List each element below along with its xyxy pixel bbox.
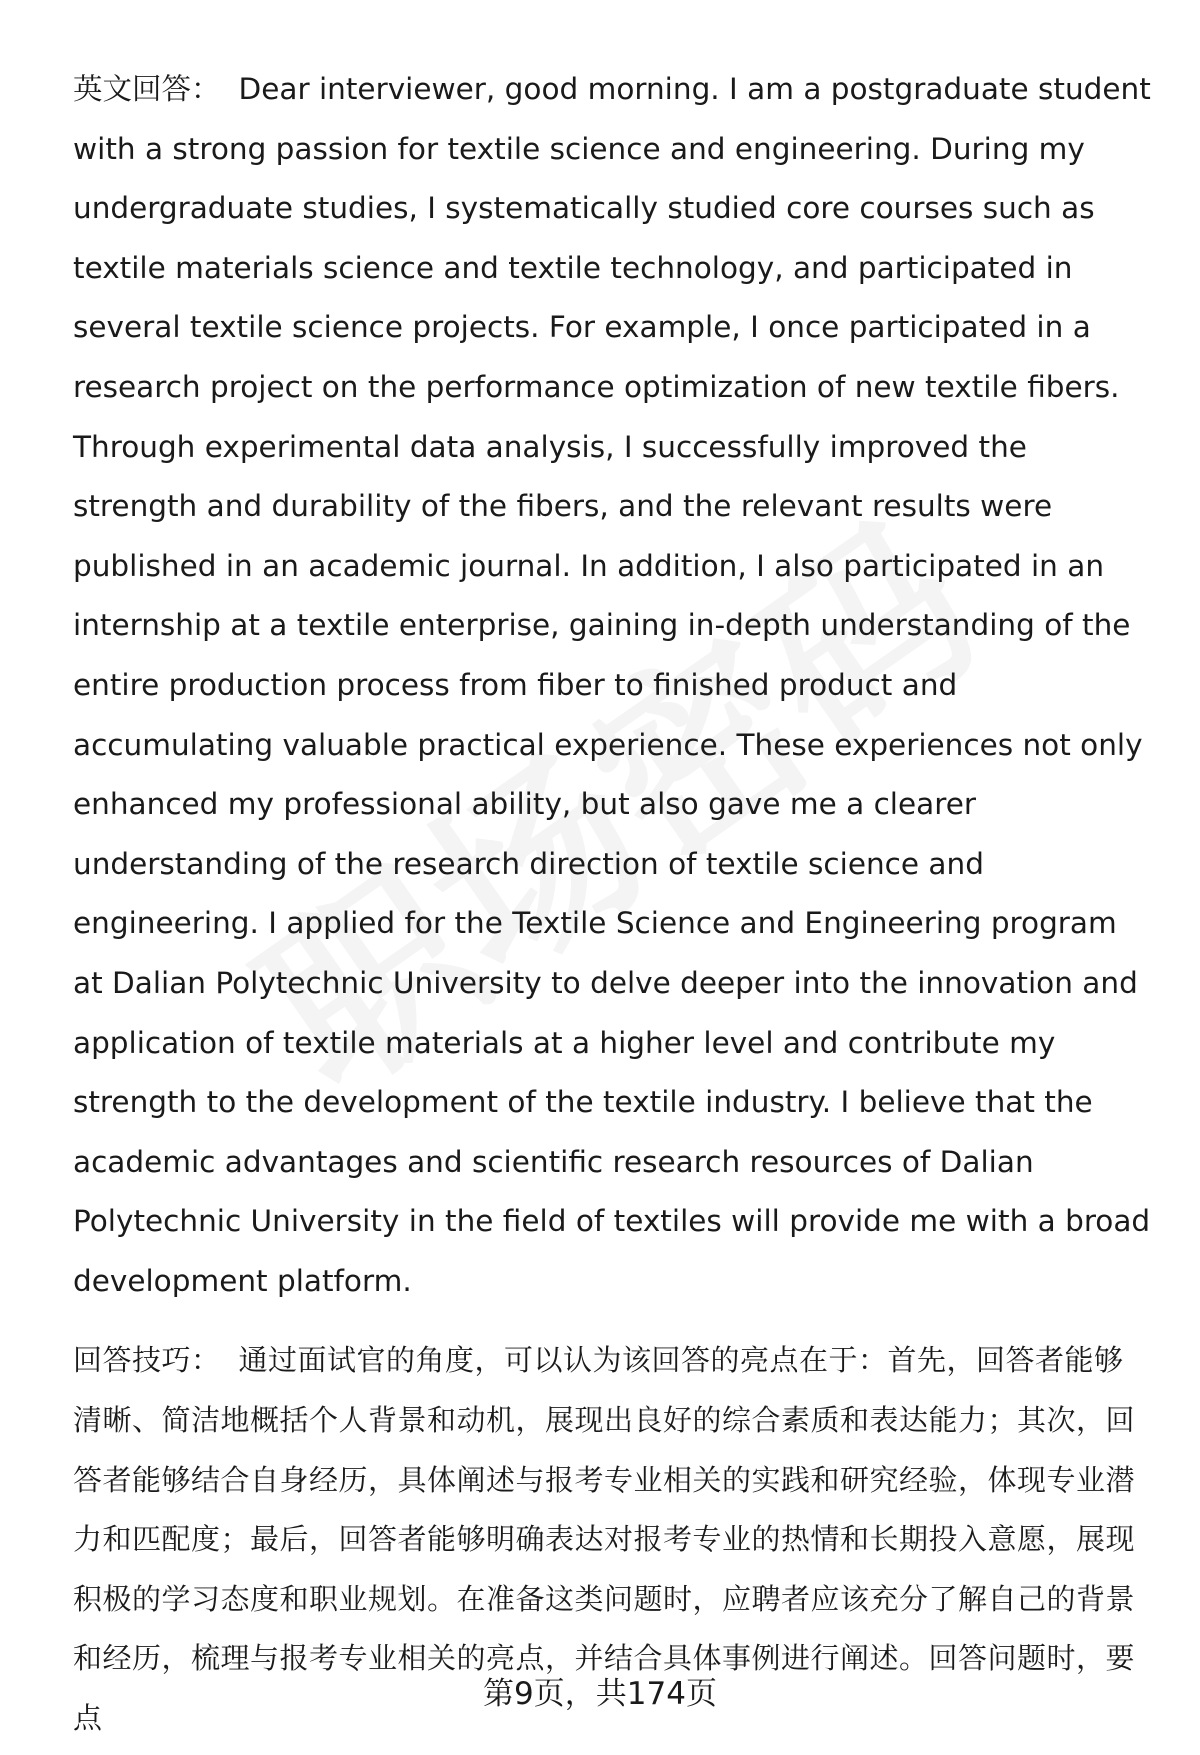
- page-content: [73, 60, 1153, 1749]
- answer-tips-text: 通过面试官的角度，可以认为该回答的亮点在于：首先，回答者能够清晰、简洁地概括个人背景和动机，展现出良好的综合素质和表达能力；其次，回答者能够结合自身经历，具体阐述与报考专业相关的实践和研究经验，体现专业潜力和匹配度；最后，回答者能够明确表达对报考专业的热情和长期投入意愿，展现积极的学习态度和职业规划。在准备这类问题时，应聘者应该充分了解自己的背景和经历，梳理与报考专业相关的亮点，并结合具体事例进行阐述。回答问题时，要点: [73, 1343, 1136, 1736]
- page-number-footer: 第9页，共174页: [483, 1676, 717, 1712]
- english-answer-label: 英文回答：: [73, 72, 221, 106]
- english-answer-paragraph: [73, 60, 1153, 1311]
- answer-tips-label: 回答技巧：: [73, 1343, 221, 1378]
- english-answer-text: Dear interviewer, good morning. I am a postgraduate student with a strong passion for textile science and engineering. During my undergraduate studies, I systematically studied core courses such as textile materials science and textile technology, and participated in several textile science projects. For example, I once participated in a research project on the performance optimization of new textile fibers. Through experimental data analysis, I successfully improved the strength and durability of the fibers, and the relevant results were published in an academic journal. In addition, I also participated in an internship at a textile enterprise, gaining in-depth understanding of the entire production process from fiber to finished product and accumulating valuable practical experience. These experiences not only enhanced my professional ability, but also gave me a clearer understanding of the research direction of textile science and engineering. I applied for the Textile Science and Engineering program at Dalian Polytechnic University to delve deeper into the innovation and application of textile materials at a higher level and contribute my strength to the development of the textile industry. I believe that the academic advantages and scientific research resources of Dalian Polytechnic University in the field of textiles will provide me with a broad development platform.: [73, 72, 1151, 1298]
